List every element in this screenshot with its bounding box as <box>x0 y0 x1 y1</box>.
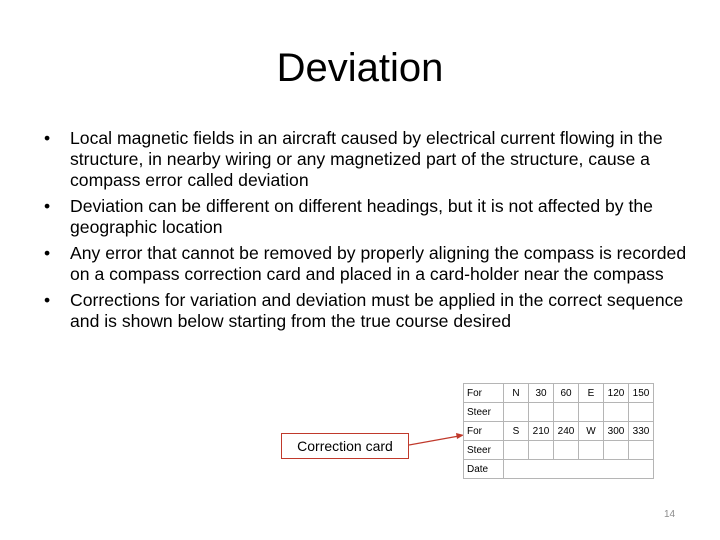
heading-cell: 120 <box>604 384 629 403</box>
row-label: Steer <box>464 441 504 460</box>
bullet-text: Any error that cannot be removed by properly aligning the compass is recorded on a compass correction card and placed in a card-holder near the compass <box>70 243 687 284</box>
table-row <box>464 460 654 479</box>
bullet-list <box>44 128 694 337</box>
bullet-text: Corrections for variation and deviation must be applied in the correct sequence and is shown below starting from the true course desired <box>70 290 684 331</box>
heading-cell: 150 <box>629 384 654 403</box>
row-label: Steer <box>464 403 504 422</box>
bullet-icon: • <box>44 290 51 310</box>
empty-cell <box>554 441 579 460</box>
row-label: Date <box>464 460 504 479</box>
page-number: 14 <box>664 509 676 520</box>
row-label: For <box>464 384 504 403</box>
empty-cell <box>529 403 554 422</box>
correction-card-table <box>463 383 654 479</box>
arrow-icon <box>409 430 465 450</box>
bullet-item <box>44 243 694 285</box>
heading-cell: 210 <box>529 422 554 441</box>
empty-cell <box>579 403 604 422</box>
date-cell <box>504 460 654 479</box>
bullet-item <box>44 128 694 191</box>
empty-cell <box>629 441 654 460</box>
heading-cell: S <box>504 422 529 441</box>
heading-cell: E <box>579 384 604 403</box>
empty-cell <box>604 441 629 460</box>
empty-cell <box>579 441 604 460</box>
heading-cell: N <box>504 384 529 403</box>
row-label: For <box>464 422 504 441</box>
empty-cell <box>554 403 579 422</box>
heading-cell: 300 <box>604 422 629 441</box>
bullet-icon: • <box>44 128 51 148</box>
empty-cell <box>529 441 554 460</box>
slide-title: Deviation <box>276 46 444 90</box>
table-row <box>464 422 654 441</box>
heading-cell: 240 <box>554 422 579 441</box>
table-row <box>464 403 654 422</box>
empty-cell <box>504 441 529 460</box>
heading-cell: W <box>579 422 604 441</box>
empty-cell <box>629 403 654 422</box>
bullet-text: Local magnetic fields in an aircraft caused by electrical current flowing in the structure, in nearby wiring or any magnetized part of the structure, cause a compass error called deviation <box>70 128 663 190</box>
bullet-item <box>44 196 694 238</box>
table-row <box>464 384 654 403</box>
bullet-icon: • <box>44 196 51 216</box>
correction-card-label: Correction card <box>281 433 409 459</box>
bullet-item <box>44 290 694 332</box>
empty-cell <box>504 403 529 422</box>
bullet-icon: • <box>44 243 51 263</box>
empty-cell <box>604 403 629 422</box>
bullet-text: Deviation can be different on different headings, but it is not affected by the geographic location <box>70 196 653 237</box>
heading-cell: 60 <box>554 384 579 403</box>
table-row <box>464 441 654 460</box>
heading-cell: 30 <box>529 384 554 403</box>
heading-cell: 330 <box>629 422 654 441</box>
